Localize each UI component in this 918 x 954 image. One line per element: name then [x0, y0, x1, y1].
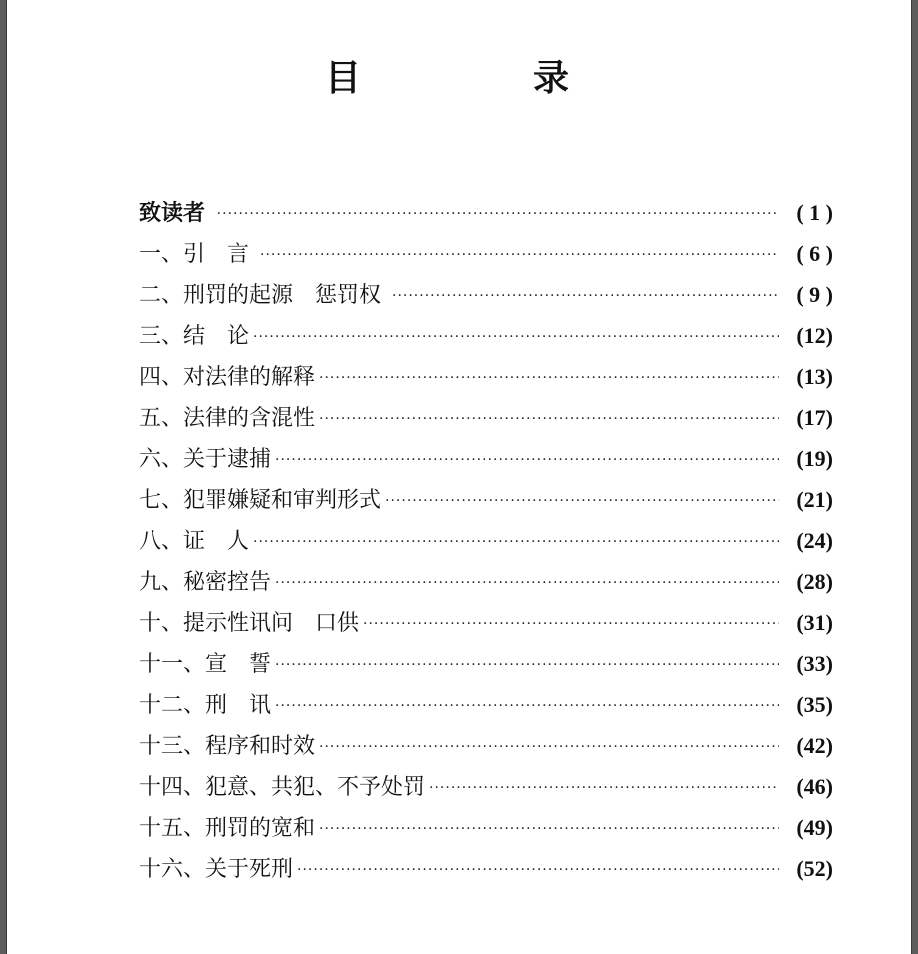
toc-leader-dots [253, 534, 779, 550]
toc-leader-dots [275, 452, 779, 468]
toc-entry-page-number: ( 9 ) [796, 282, 833, 307]
toc-entry-page-number: (21) [796, 487, 833, 512]
toc-entry-page-number: (19) [796, 446, 833, 471]
toc-entry[interactable] [139, 524, 833, 565]
toc-entry-label: 六、关于逮捕 [139, 447, 272, 472]
toc-entry[interactable] [139, 688, 833, 729]
toc-entry-label: 十六、关于死刑 [139, 857, 294, 882]
toc-entry-label: 十二、刑 讯 [139, 693, 272, 718]
toc-leader-dots [253, 329, 779, 345]
toc-entry-page-number: (17) [796, 405, 833, 430]
toc-entry-label: 五、法律的含混性 [139, 406, 316, 431]
toc-leader-dots [319, 411, 779, 427]
toc-entry-label: 一、引 言 [139, 242, 256, 267]
table-of-contents [139, 196, 833, 893]
toc-entry-label: 十、提示性讯问 口供 [139, 611, 360, 636]
toc-entry[interactable] [139, 401, 833, 442]
toc-entry[interactable] [139, 319, 833, 360]
toc-entry[interactable] [139, 565, 833, 606]
toc-entry-page-number: (33) [796, 651, 833, 676]
toc-entry[interactable] [139, 278, 833, 319]
toc-entry[interactable] [139, 729, 833, 770]
toc-entry-page-number: ( 1 ) [796, 200, 833, 225]
toc-leader-dots [385, 493, 779, 509]
toc-entry-label: 四、对法律的解释 [139, 365, 316, 390]
toc-leader-dots [319, 739, 779, 755]
toc-entry[interactable] [139, 770, 833, 811]
toc-entry-label: 八、证 人 [139, 529, 250, 554]
toc-entry-page-number: (31) [796, 610, 833, 635]
document-page [6, 0, 912, 954]
toc-entry[interactable] [139, 237, 833, 278]
toc-entry-label: 十一、宣 誓 [139, 652, 272, 677]
toc-entry-label: 九、秘密控告 [139, 570, 272, 595]
toc-entry[interactable] [139, 811, 833, 852]
toc-leader-dots [275, 575, 779, 591]
toc-leader-dots [297, 862, 779, 878]
toc-leader-dots [217, 206, 779, 222]
toc-leader-dots [319, 821, 779, 837]
toc-leader-dots [429, 780, 779, 796]
toc-entry[interactable] [139, 483, 833, 524]
toc-entry-label: 三、结 论 [139, 324, 250, 349]
toc-leader-dots [275, 657, 779, 673]
toc-entry-label: 十四、犯意、共犯、不予处罚 [139, 775, 426, 800]
toc-leader-dots [275, 698, 779, 714]
toc-leader-dots [392, 288, 779, 304]
toc-entry-page-number: (46) [796, 774, 833, 799]
toc-entry-page-number: (35) [796, 692, 833, 717]
toc-entry-page-number: ( 6 ) [796, 241, 833, 266]
toc-leader-dots [260, 247, 779, 263]
toc-leader-dots [363, 616, 779, 632]
toc-entry-label: 致读者 [139, 200, 213, 226]
toc-entry-page-number: (49) [796, 815, 833, 840]
page-title: 目 录 [324, 57, 637, 99]
toc-entry-page-number: (24) [796, 528, 833, 553]
toc-entry[interactable] [139, 606, 833, 647]
toc-entry-label: 十五、刑罚的宽和 [139, 816, 316, 841]
toc-entry-label: 七、犯罪嫌疑和审判形式 [139, 488, 382, 513]
toc-leader-dots [319, 370, 779, 386]
toc-entry[interactable] [139, 196, 833, 237]
toc-entry[interactable] [139, 852, 833, 893]
toc-entry-page-number: (13) [796, 364, 833, 389]
toc-entry-page-number: (52) [796, 856, 833, 881]
toc-entry[interactable] [139, 647, 833, 688]
toc-entry-label: 二、刑罚的起源 惩罚权 [139, 283, 388, 308]
toc-entry[interactable] [139, 360, 833, 401]
toc-entry[interactable] [139, 442, 833, 483]
toc-entry-label: 十三、程序和时效 [139, 734, 316, 759]
toc-entry-page-number: (12) [796, 323, 833, 348]
toc-entry-page-number: (42) [796, 733, 833, 758]
toc-entry-page-number: (28) [796, 569, 833, 594]
